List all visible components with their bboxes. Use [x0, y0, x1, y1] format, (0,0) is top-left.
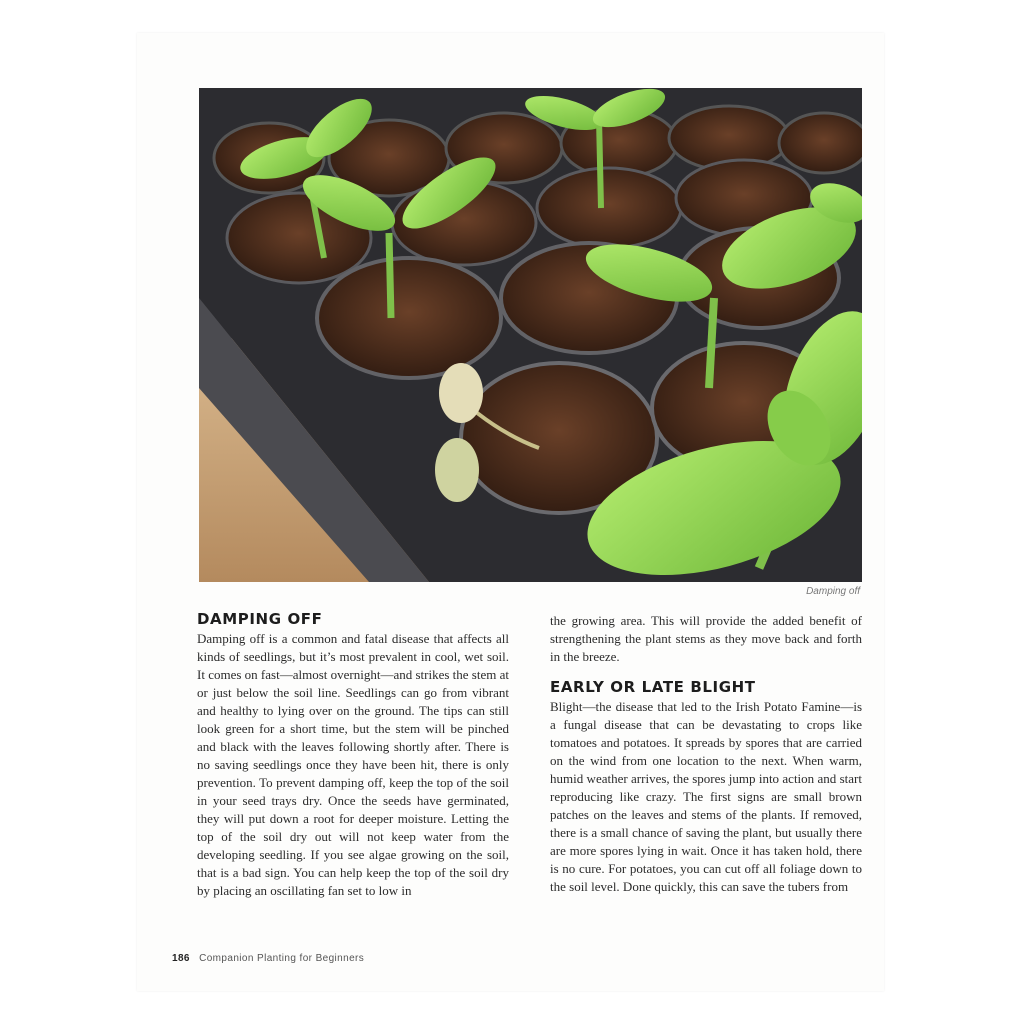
- blight-heading: EARLY OR LATE BLIGHT: [550, 678, 756, 696]
- damping-off-heading: DAMPING OFF: [197, 610, 323, 628]
- blight-body: Blight—the disease that led to the Irish Potato Famine—is a fungal disease that can be devastating to crops like tomatoes and potatoes. It spreads by spores that are carried on the wind from one location to the next. When warm, humid weather arrives, the spores jump into action and start reproducing like crazy. The first signs are small brown patches on the leaves and stems of the plants. If removed, there is a small chance of saving the plant, but usually there are more spores lying in wait. Once it has taken hold, there is no cure. For potatoes, you can cut off all foliage down to the soil level. Done quickly, this can save the tubers from: [550, 699, 862, 894]
- seedling-tray-photo: [199, 88, 862, 582]
- book-title: Companion Planting for Beginners: [199, 953, 365, 964]
- damping-off-continued: the growing area. This will provide the added benefit of strengthening the plant stems as they move back and forth in the breeze.: [550, 613, 862, 664]
- damping-off-body: Damping off is a common and fatal disease that affects all kinds of seedlings, but it’s most prevalent in cool, wet soil. It comes on fast—almost overnight—and strikes the stem at or just below the soil line. Seedlings can go from vibrant and healthy to lying over on the ground. The tips can still look green for a short time, but the stem will be pinched and black with the leaves following shortly after. There is no saving seedlings once they have been hit, there is only prevention. To prevent damping off, keep the top of the soil in your seed trays dry. Once the seeds have germinated, they will put down a root for deeper moisture. Letting the top of the soil dry out will not keep water from the developing seedling. If you see algae growing on the soil, that is a bad sign. You can help keep the top of the soil dry by placing an oscillating fan set to low in: [197, 631, 509, 898]
- page-footer: [172, 953, 364, 964]
- photo-caption: Damping off: [806, 586, 860, 597]
- left-column: [197, 609, 509, 900]
- right-column: [550, 612, 862, 896]
- page-number: 186: [172, 953, 190, 964]
